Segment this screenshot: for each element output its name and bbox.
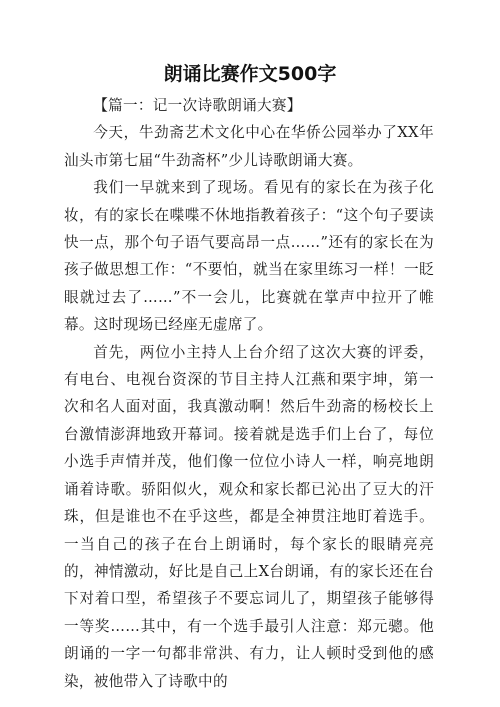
section-heading: 【篇一：记一次诗歌朗诵大赛】 (93, 97, 302, 114)
document-title: 朗诵比赛作文500字 (163, 63, 337, 85)
paragraph-arrival: 我们一早就来到了现场。看见有的家长在为孩子化妆，有的家长在喋喋不休地指教着孩子：“这个句子要读快一点，那个句子语气要高昂一点……”还有的家长在为孩子做思想工作：“不要怕，就当在家里练习一样！一眨眼就过去了……”不一会儿，比赛就在掌声中拉开了帷幕。这时现场已经座无虚席了。 (64, 179, 434, 334)
paragraph-intro: 今天，牛劲斋艺术文化中心在华侨公园举办了XX年汕头市第七届“牛劲斋杯”少儿诗歌朗诵大赛。 (64, 124, 434, 169)
paragraph-competition: 首先，两位小主持人上台介绍了这次大赛的评委，有电台、电视台资深的节目主持人江燕和栗宇坤，第一次和名人面对面，我真激动啊！然后牛劲斋的杨校长上台激情澎湃地致开幕词。接着就是选手们上台了，每位小选手声情并茂，他们像一位位小诗人一样，响亮地朗诵着诗歌。骄阳似火，观众和家长都已沁出了豆大的汗珠，但是谁也不在乎这些，都是全神贯注地盯着选手。一当自己的孩子在台上朗诵时，每个家长的眼睛亮亮的，神情激动，好比是自己上X台朗诵，有的家长还在台下对着口型，希望孩子不要忘词儿了，期望孩子能够得一等奖……其中，有一个选手最引人注意：郑元骢。他朗诵的一字一句都非常洪、有力，让人顿时受到他的感染，被他带入了诗歌中的 (64, 343, 434, 690)
document-body (64, 92, 434, 695)
